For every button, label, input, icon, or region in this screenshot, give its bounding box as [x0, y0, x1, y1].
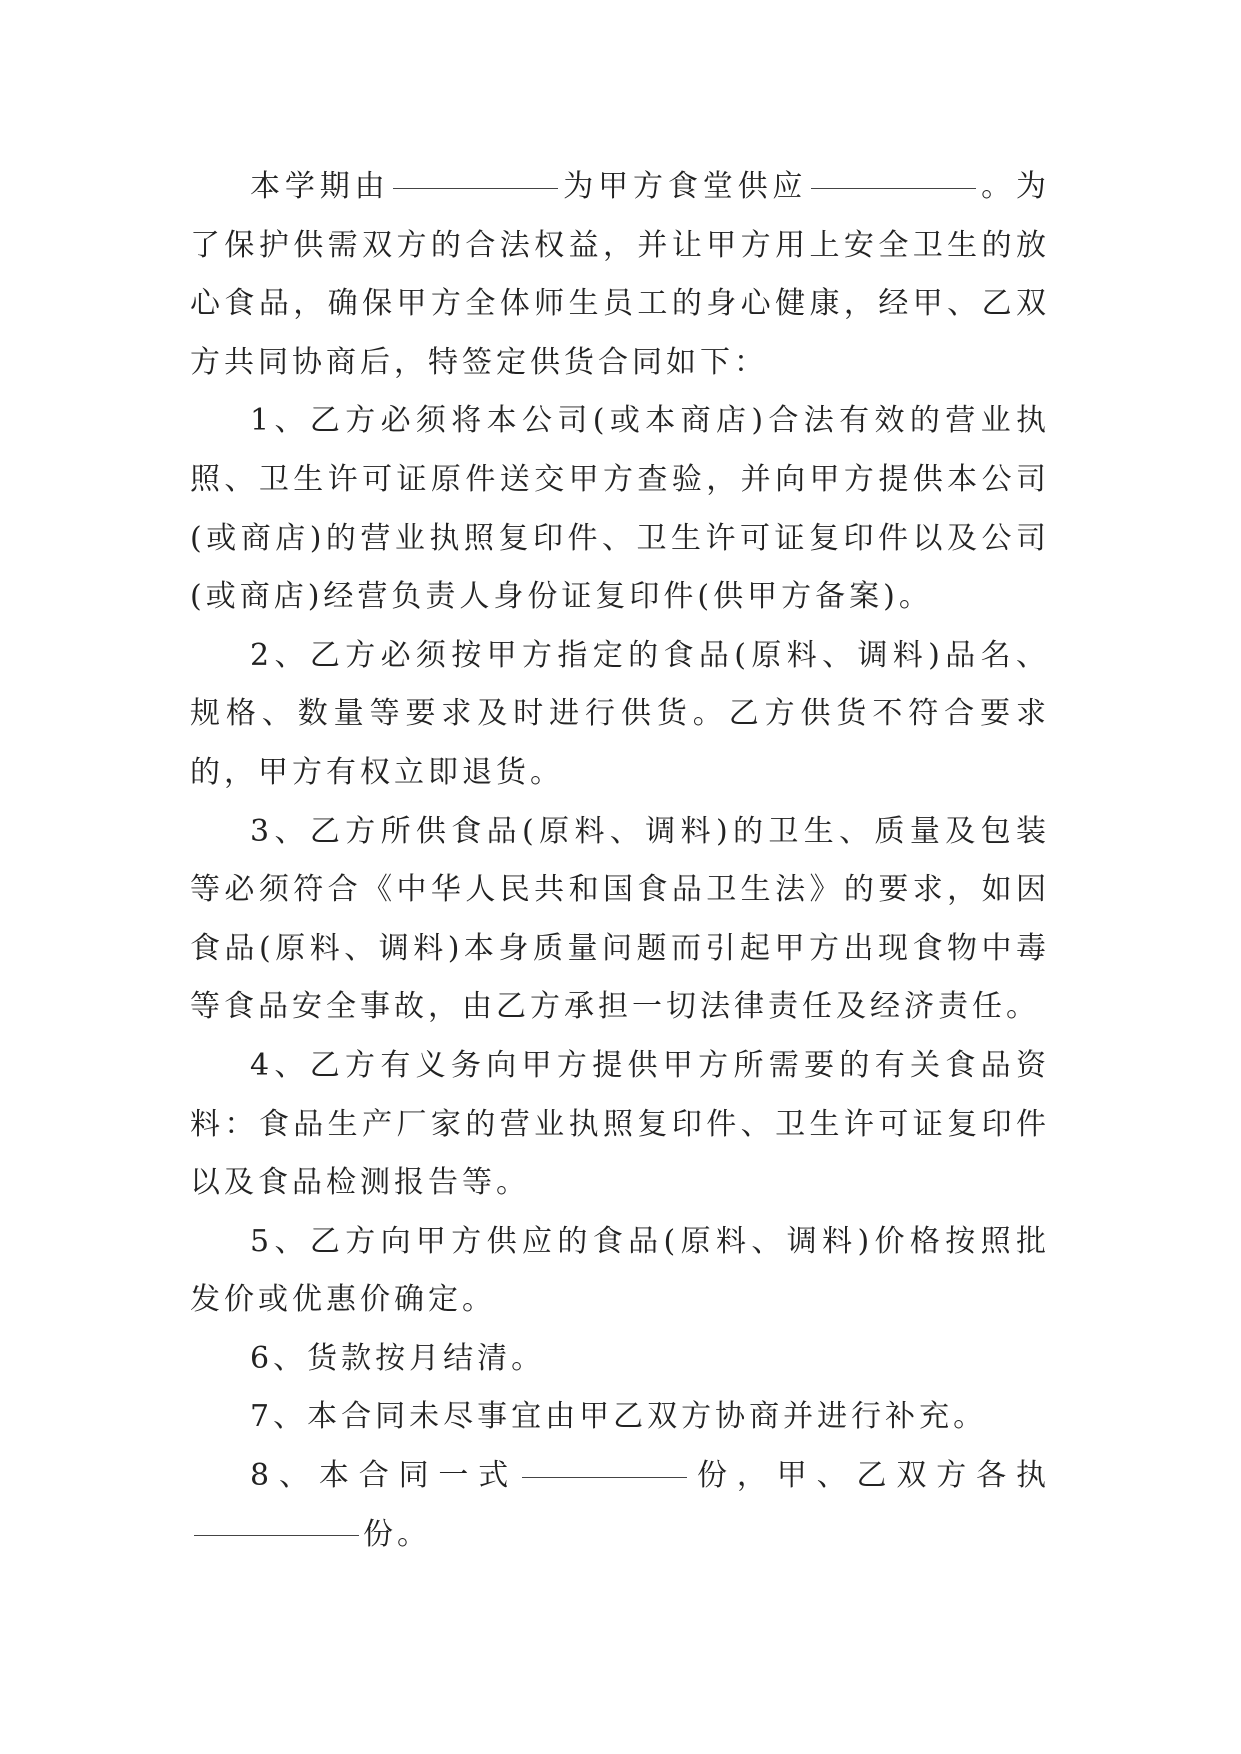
clause-8-text-2: 份，甲、乙双方各执 — [691, 1458, 1050, 1494]
goods-blank — [811, 187, 976, 189]
intro-text-2: 为甲方食堂供应 — [562, 169, 808, 204]
clause-2: 2、乙方必须按甲方指定的食品(原料、调料)品名、规格、数量等要求及时进行供货。乙方供货不符合要求的，甲方有权立即退货。 — [190, 637, 1050, 790]
intro-text-1: 本学期由 — [250, 169, 390, 204]
clause-1: 1、乙方必须将本公司(或本商店)合法有效的营业执照、卫生许可证原件送交甲方查验，并向甲方提供本公司(或商店)的营业执照复印件、卫生许可证复印件以及公司(或商店)经营负责人身份证复印件(供甲方备案)。 — [190, 403, 1050, 615]
copies-total-blank — [522, 1476, 687, 1478]
clause-3: 3、乙方所供食品(原料、调料)的卫生、质量及包装等必须符合《中华人民共和国食品卫生法》的要求，如因食品(原料、调料)本身质量问题而引起甲方出现食物中毒等食品安全事故，由乙方承担一切法律责任及经济责任。 — [190, 813, 1050, 1025]
copies-each-blank — [194, 1534, 359, 1536]
clause-8 — [190, 1447, 1050, 1564]
document-page — [190, 158, 1050, 1564]
supplier-blank — [393, 187, 558, 189]
clause-8-text-3: 份。 — [363, 1516, 431, 1552]
intro-text-3: 。为了保护供需双方的合法权益，并让甲方用上安全卫生的放心食品，确保甲方全体师生员工的身心健康，经甲、乙双方共同协商后，特签定供货合同如下： — [190, 169, 1051, 380]
intro-paragraph — [190, 158, 1050, 392]
clause-7: 7、本合同未尽事宜由甲乙双方协商并进行补充。 — [250, 1399, 988, 1435]
clause-6: 6、货款按月结清。 — [250, 1340, 546, 1376]
clause-4: 4、乙方有义务向甲方提供甲方所需要的有关食品资料：食品生产厂家的营业执照复印件、卫生许可证复印件以及食品检测报告等。 — [190, 1047, 1050, 1201]
clause-8-text-1: 8、本合同一式 — [250, 1458, 519, 1494]
clause-5: 5、乙方向甲方供应的食品(原料、调料)价格按照批发价或优惠价确定。 — [190, 1223, 1050, 1318]
